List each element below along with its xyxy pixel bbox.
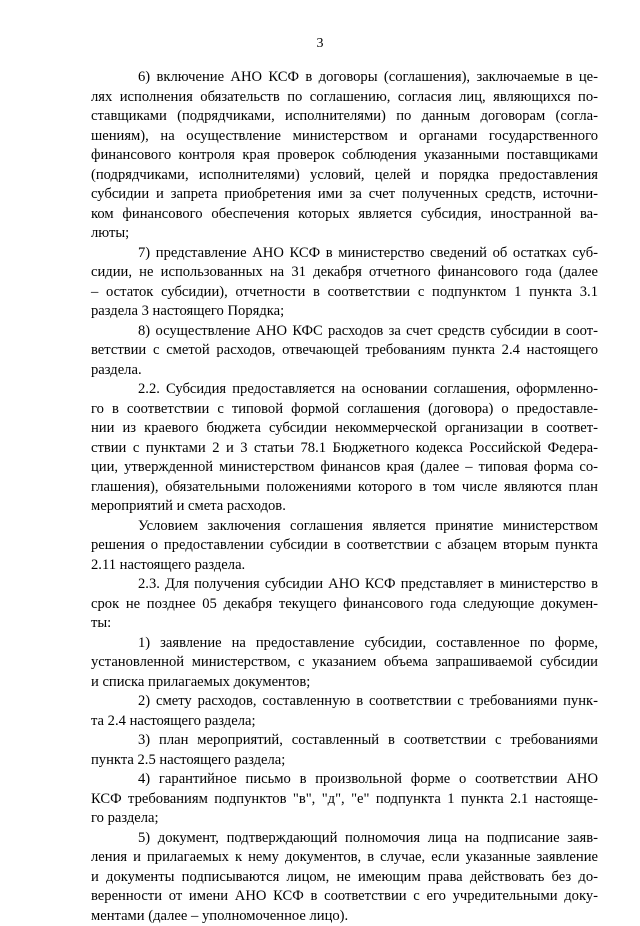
text-line: раздела. [91, 361, 598, 381]
text-line: шениям), на осуществление министерством и органами государственного [91, 127, 598, 147]
text-line: 6) включение АНО КСФ в договоры (соглашения), заключаемые в це- [91, 68, 598, 88]
text-line: та 2.4 настоящего раздела; [91, 712, 598, 732]
text-line: ментами (далее – уполномоченное лицо). [91, 907, 598, 926]
text-line: 7) представление АНО КСФ в министерство сведений об остатках суб- [91, 244, 598, 264]
text-line: 8) осуществление АНО КФС расходов за счет средств субсидии в соот- [91, 322, 598, 342]
text-line: – остаток субсидии), отчетности в соответствии с подпунктом 1 пункта 3.1 [91, 283, 598, 303]
text-line: глашения), обязательными положениями которого в том числе являются план [91, 478, 598, 498]
text-line: установленной министерством, с указанием объема запрашиваемой субсидии [91, 653, 598, 673]
text-line: (подрядчиками, исполнителями) условий, целей и порядка предоставления [91, 166, 598, 186]
text-line: КСФ требованиям подпунктов "в", "д", "е" подпункта 1 пункта 2.1 настояще- [91, 790, 598, 810]
text-line: нии из краевого бюджета субсидии некоммерческой организации в соответ- [91, 419, 598, 439]
text-line: 2.11 настоящего раздела. [91, 556, 598, 576]
text-line: лях исполнения обязательств по соглашению, согласия лиц, являющихся по- [91, 88, 598, 108]
text-line: сидии, не использованных на 31 декабря отчетного финансового года (далее [91, 263, 598, 283]
paragraph [91, 829, 598, 926]
text-line: веренности от имени АНО КСФ в соответствии с его учредительными доку- [91, 887, 598, 907]
text-line: 1) заявление на предоставление субсидии, составленное по форме, [91, 634, 598, 654]
paragraph [91, 68, 598, 244]
text-line: го в соответствии с типовой формой соглашения (договора) о предоставле- [91, 400, 598, 420]
text-line: люты; [91, 224, 598, 244]
text-line: Условием заключения соглашения является принятие министерством [91, 517, 598, 537]
text-line: го раздела; [91, 809, 598, 829]
text-line: пункта 2.5 настоящего раздела; [91, 751, 598, 771]
text-line: субсидии и запрета приобретения ими за счет полученных средств, источни- [91, 185, 598, 205]
text-line: 5) документ, подтверждающий полномочия лица на подписание заяв- [91, 829, 598, 849]
paragraph [91, 770, 598, 829]
paragraph [91, 244, 598, 322]
paragraph [91, 731, 598, 770]
text-line: ком финансового обеспечения которых является субсидия, иностранной ва- [91, 205, 598, 225]
paragraph [91, 517, 598, 576]
text-line: 2) смету расходов, составленную в соответствии с требованиями пунк- [91, 692, 598, 712]
text-line: срок не позднее 05 декабря текущего финансового года следующие докумен- [91, 595, 598, 615]
paragraph [91, 692, 598, 731]
text-line: ствии с пунктами 2 и 3 статьи 78.1 Бюджетного кодекса Российской Федера- [91, 439, 598, 459]
text-line: ты: [91, 614, 598, 634]
text-line: мероприятий и смета расходов. [91, 497, 598, 517]
text-line: раздела 3 настоящего Порядка; [91, 302, 598, 322]
text-line: и списка прилагаемых документов; [91, 673, 598, 693]
paragraph [91, 575, 598, 634]
text-line: ления и прилагаемых к нему документов, в случае, если указанные заявление [91, 848, 598, 868]
text-line: финансового контроля края проверок соблюдения указанными поставщиками [91, 146, 598, 166]
paragraph [91, 634, 598, 693]
text-line: 2.3. Для получения субсидии АНО КСФ представляет в министерство в [91, 575, 598, 595]
text-line: и документы подписываются лицом, не имеющим права действовать без до- [91, 868, 598, 888]
text-line: 3) план мероприятий, составленный в соответствии с требованиями [91, 731, 598, 751]
text-line: решения о предоставлении субсидии в соответствии с абзацем вторым пункта [91, 536, 598, 556]
text-line: ветствии с сметой расходов, отвечающей требованиям пункта 2.4 настоящего [91, 341, 598, 361]
paragraph [91, 380, 598, 517]
document-body [91, 68, 598, 926]
text-line: 2.2. Субсидия предоставляется на основании соглашения, оформленно- [91, 380, 598, 400]
text-line: 4) гарантийное письмо в произвольной форме о соответствии АНО [91, 770, 598, 790]
text-line: ставщиками (подрядчиками, исполнителями) по данным договорам (согла- [91, 107, 598, 127]
paragraph [91, 322, 598, 381]
page-number: 3 [0, 36, 640, 52]
text-line: ции, утвержденной министерством финансов края (далее – типовая форма со- [91, 458, 598, 478]
